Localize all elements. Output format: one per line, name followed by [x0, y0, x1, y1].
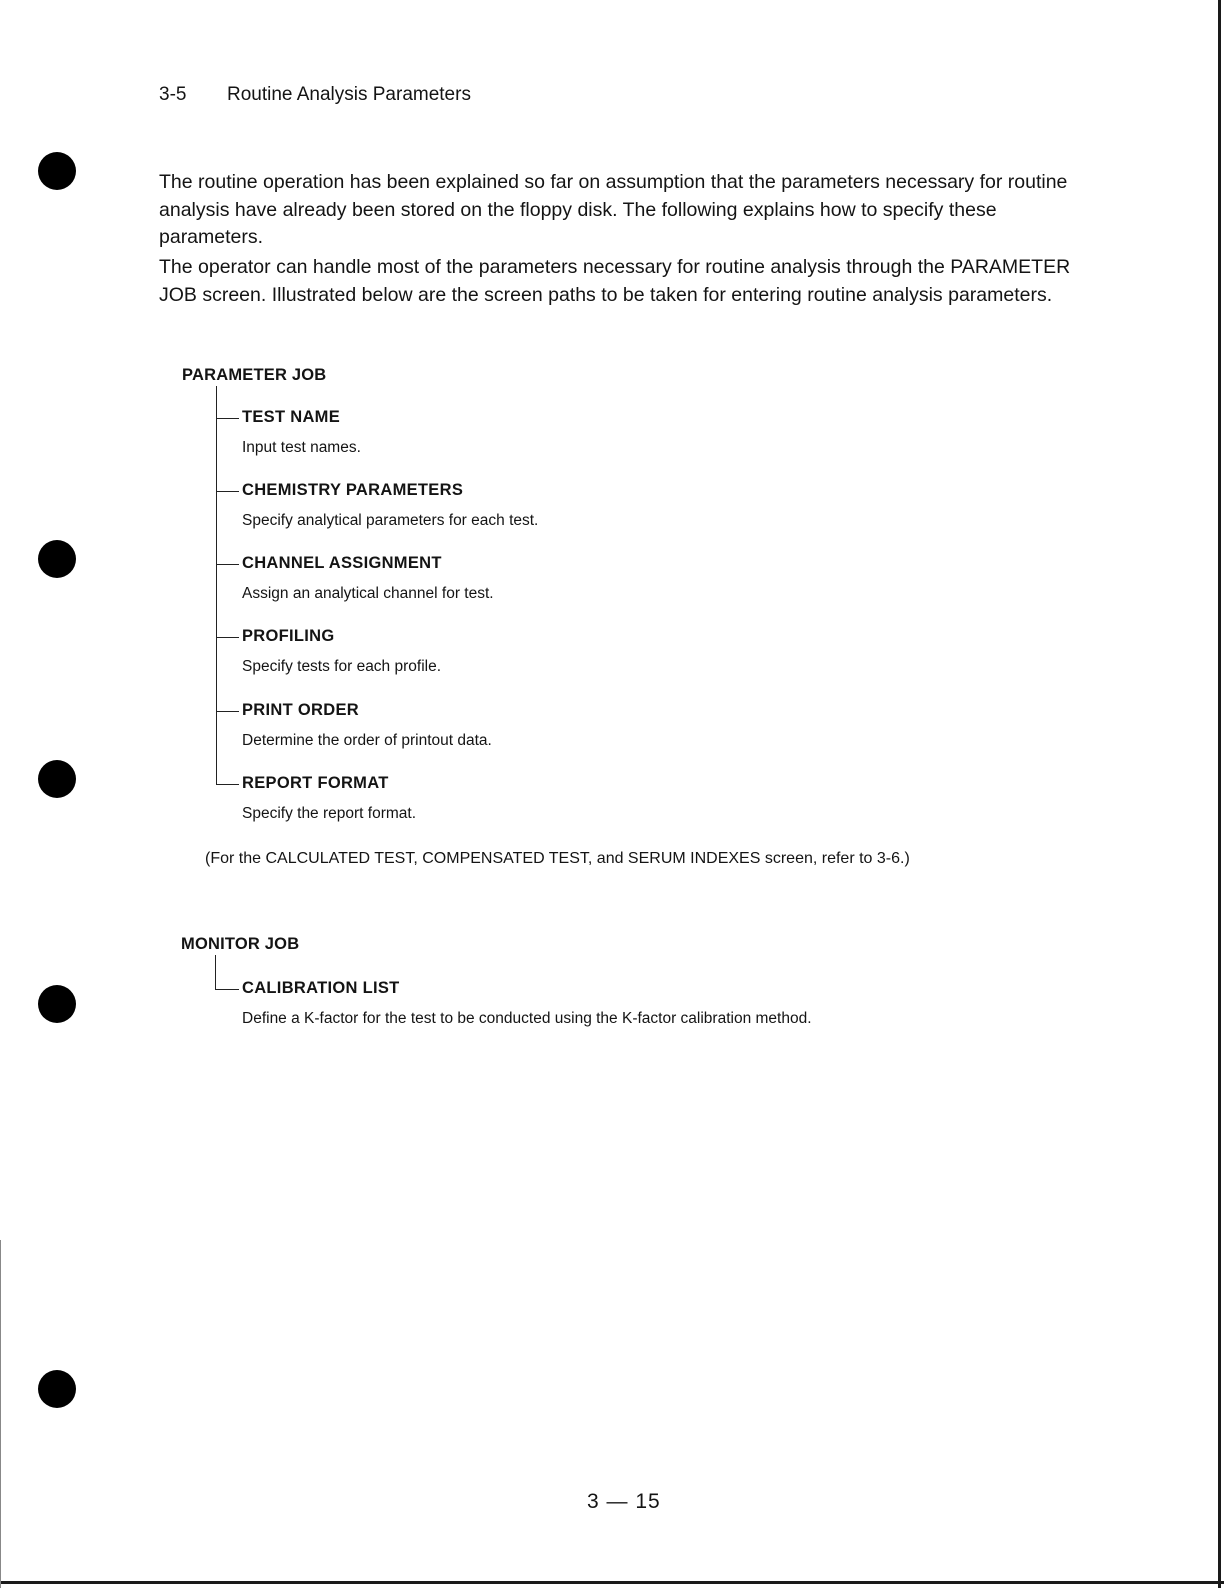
page-border-right: [1218, 0, 1221, 1588]
tree-branch: [216, 564, 239, 565]
punch-hole: [38, 1370, 76, 1408]
monitor-job-title: MONITOR JOB: [181, 935, 300, 953]
tree-item-report-format: REPORT FORMAT: [242, 774, 389, 792]
tree-item-desc: Specify tests for each profile.: [242, 658, 442, 675]
tree-item-desc: Determine the order of printout data.: [242, 732, 492, 749]
tree-item-desc: Specify analytical parameters for each test.: [242, 512, 539, 529]
parameter-job-note: (For the CALCULATED TEST, COMPENSATED TEST, and SERUM INDEXES screen, refer to 3-6.): [205, 850, 910, 867]
tree-item-chemistry-parameters: CHEMISTRY PARAMETERS: [242, 481, 464, 499]
punch-hole: [38, 540, 76, 578]
page-border-bottom: [0, 1581, 1224, 1584]
tree-item-calibration-list: CALIBRATION LIST: [242, 979, 400, 997]
intro-paragraph-1: The routine operation has been explained so far on assumption that the parameters necessary for routine analysis have already been stored on the floppy disk. The following explains how to specify these parameters.: [159, 171, 1068, 248]
punch-hole: [38, 760, 76, 798]
tree-item-print-order: PRINT ORDER: [242, 701, 359, 719]
intro-paragraph-2: The operator can handle most of the parameters necessary for routine analysis through the PARAMETER JOB screen. Illustrated below are the screen paths to be taken for entering routine analysis parameters.: [159, 256, 1071, 306]
punch-hole: [38, 152, 76, 190]
tree-item-channel-assignment: CHANNEL ASSIGNMENT: [242, 554, 442, 572]
tree-item-desc: Assign an analytical channel for test.: [242, 585, 494, 602]
tree-branch: [216, 784, 239, 785]
tree-item-desc: Specify the report format.: [242, 805, 417, 822]
punch-hole: [38, 985, 76, 1023]
page-number: 3 — 15: [587, 1490, 661, 1513]
section-number: 3-5: [159, 84, 187, 105]
tree-item-profiling: PROFILING: [242, 627, 335, 645]
tree-item-test-name: TEST NAME: [242, 408, 341, 426]
tree-trunk: [216, 386, 217, 784]
tree-item-desc: Define a K-factor for the test to be conducted using the K-factor calibration method.: [242, 1010, 812, 1027]
page-border-left: [0, 1240, 1, 1588]
tree-item-desc: Input test names.: [242, 439, 361, 456]
section-title: Routine Analysis Parameters: [227, 84, 471, 105]
tree-branch: [216, 637, 239, 638]
tree-branch: [216, 711, 239, 712]
tree-branch: [216, 418, 239, 419]
tree-branch: [216, 491, 239, 492]
parameter-job-title: PARAMETER JOB: [182, 366, 327, 384]
tree-trunk: [215, 955, 216, 989]
tree-branch: [215, 989, 239, 990]
section-heading: [159, 84, 471, 106]
